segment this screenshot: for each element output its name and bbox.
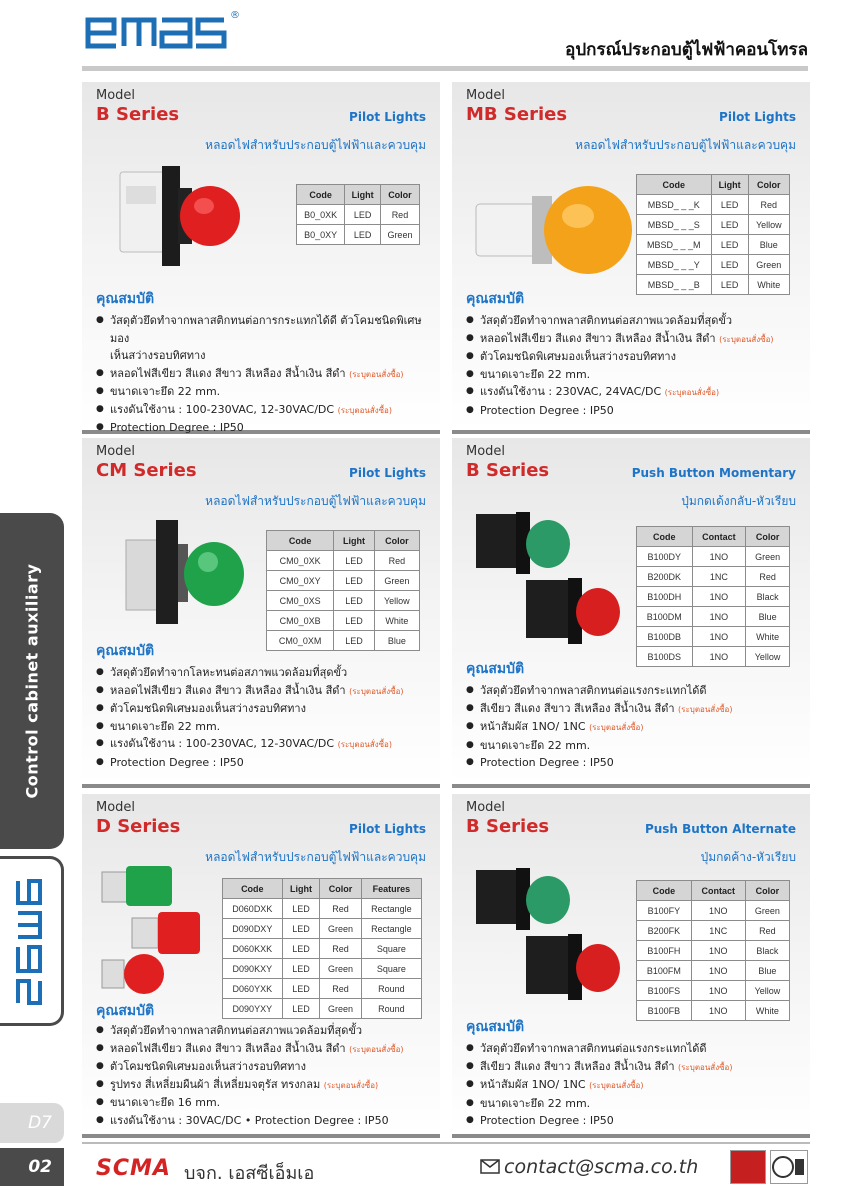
col-light: Light: [334, 531, 374, 551]
list-item: ● วัสดุตัวยึดทำจากพลาสติกทนต่อสภาพแวดล้อมที่สุดขั้ว: [96, 1022, 436, 1040]
col-color: Color: [380, 185, 419, 205]
properties-list: [466, 312, 802, 419]
pilot-light-yellow-photo: [472, 180, 642, 290]
table-row: CM0_0XM LED Blue: [267, 631, 420, 651]
list-item: ● รูปทรง สี่เหลี่ยมผืนผ้า สี่เหลี่ยมจตุรัส ทรงกลม (ระบุตอนสั่งซื้อ): [96, 1076, 436, 1095]
list-item: ● ขนาดเจาะยึด 22 mm.: [466, 1095, 802, 1113]
series-name: B Series: [466, 460, 550, 481]
footer: [82, 1144, 810, 1192]
spec-table: [636, 526, 790, 667]
table-row: B100FH 1NO Black: [637, 941, 790, 961]
series-name: B Series: [96, 104, 180, 125]
table-row: D060KXK LED Red Square: [223, 939, 422, 959]
col-code: Code: [267, 531, 334, 551]
table-row: B100DB 1NO White: [637, 627, 790, 647]
list-item: ● หลอดไฟสีเขียว สีแดง สีขาว สีเหลือง สีน้ำเงิน สีดำ (ระบุตอนสั่งซื้อ): [96, 1040, 436, 1059]
table-row: B100DM 1NO Blue: [637, 607, 790, 627]
list-item: ● วัสดุตัวยึดทำจากโลหะทนต่อสภาพแวดล้อมที่สุดขั้ว: [96, 664, 432, 682]
table-row: B0_0XY LED Green: [297, 225, 420, 245]
push-button-photo: [472, 510, 622, 650]
list-item: ● แรงดันใช้งาน : 100-230VAC, 12-30VAC/DC (ระบุตอนสั่งซื้อ): [96, 735, 432, 754]
product-subtitle: หลอดไฟสำหรับประกอบตู้ไฟฟ้าและควบคุม: [575, 138, 796, 152]
table-row: MBSD_ _ _S LED Yellow: [637, 215, 790, 235]
list-item: ● แรงดันใช้งาน : 230VAC, 24VAC/DC (ระบุตอนสั่งซื้อ): [466, 383, 802, 402]
model-label: Model: [96, 444, 136, 459]
product-type: Pilot Lights: [349, 822, 426, 836]
product-subtitle: หลอดไฟสำหรับประกอบตู้ไฟฟ้าและควบคุม: [205, 138, 426, 152]
sidebar-category: [0, 513, 64, 849]
properties-list: [96, 664, 432, 771]
list-item: ● หน้าสัมผัส 1NO/ 1NC (ระบุตอนสั่งซื้อ): [466, 1076, 802, 1095]
product-type: Push Button Alternate: [644, 822, 796, 836]
header-rule: [82, 66, 808, 71]
list-item: เห็นสว่างรอบทิศทาง: [110, 349, 206, 362]
table-row: MBSD_ _ _K LED Red: [637, 195, 790, 215]
pilot-light-red-photo: [118, 166, 248, 276]
list-item: ● ตัวโคมชนิดพิเศษมองเห็นสว่างรอบทิศทาง: [96, 700, 432, 718]
properties-heading: คุณสมบัติ: [96, 1003, 155, 1019]
properties-heading: คุณสมบัติ: [466, 1019, 525, 1035]
emas-logo: ®: [84, 16, 234, 56]
col-color: Color: [320, 879, 361, 899]
list-item: ● ขนาดเจาะยึด 22 mm.: [96, 383, 432, 401]
col-code: Code: [637, 527, 693, 547]
card-mb-series-pilot: [452, 82, 810, 434]
properties-list: [466, 1040, 802, 1130]
series-name: B Series: [466, 816, 550, 837]
table-row: MBSD_ _ _Y LED Green: [637, 255, 790, 275]
list-item: ● แรงดันใช้งาน : 100-230VAC, 12-30VAC/DC (ระบุตอนสั่งซื้อ): [96, 401, 432, 420]
card-b-series-pilot: [82, 82, 440, 434]
card-b-series-momentary: [452, 438, 810, 788]
table-row: CM0_0XK LED Red: [267, 551, 420, 571]
table-row: B100FY 1NO Green: [637, 901, 790, 921]
contact-email-text: contact@scma.co.th: [504, 1156, 699, 1178]
table-row: B200FK 1NC Red: [637, 921, 790, 941]
certification-badge: [730, 1150, 766, 1184]
col-light: Light: [345, 185, 381, 205]
col-light: Light: [282, 879, 320, 899]
properties-heading: คุณสมบัติ: [466, 661, 525, 677]
list-item: ● หลอดไฟสีเขียว สีแดง สีขาว สีเหลือง สีน้ำเงิน สีดำ (ระบุตอนสั่งซื้อ): [96, 682, 432, 701]
col-code: Code: [637, 881, 692, 901]
product-type: Pilot Lights: [719, 110, 796, 124]
series-name: D Series: [96, 816, 181, 837]
product-type: Pilot Lights: [349, 110, 426, 124]
list-item: ● ขนาดเจาะยึด 22 mm.: [466, 366, 802, 384]
list-item: ● หลอดไฟสีเขียว สีแดง สีขาว สีเหลือง สีน้ำเงิน สีดำ (ระบุตอนสั่งซื้อ): [466, 330, 802, 349]
list-item: ● แรงดันใช้งาน : 30VAC/DC • Protection Degree : IP50: [96, 1112, 436, 1130]
spec-table: [296, 184, 420, 245]
model-label: Model: [466, 88, 506, 103]
model-label: Model: [466, 444, 506, 459]
series-name: MB Series: [466, 104, 568, 125]
properties-list: [96, 312, 432, 437]
table-row: B100FM 1NO Blue: [637, 961, 790, 981]
spec-table: [636, 880, 790, 1021]
product-subtitle: ปุ่มกดเด้งกลับ-หัวเรียบ: [681, 494, 796, 508]
contact-email[interactable]: [480, 1156, 698, 1178]
table-row: MBSD_ _ _B LED White: [637, 275, 790, 295]
col-contact: Contact: [692, 527, 746, 547]
col-light: Light: [711, 175, 748, 195]
card-b-series-alternate: [452, 794, 810, 1138]
col-code: Code: [637, 175, 712, 195]
table-row: CM0_0XS LED Yellow: [267, 591, 420, 611]
list-item: ● ขนาดเจาะยึด 22 mm.: [466, 737, 802, 755]
push-button-alternate-photo: [472, 866, 622, 1006]
properties-heading: คุณสมบัติ: [96, 643, 155, 659]
sidebar-category-label: Control cabinet auxiliary: [22, 563, 42, 799]
list-item: ● ขนาดเจาะยึด 22 mm.: [96, 718, 432, 736]
col-code: Code: [297, 185, 345, 205]
col-color: Color: [745, 881, 789, 901]
list-item: ● หลอดไฟสีเขียว สีแดง สีขาว สีเหลือง สีน้ำเงิน สีดำ (ระบุตอนสั่งซื้อ): [96, 365, 432, 384]
list-item: ● Protection Degree : IP50: [96, 754, 432, 772]
table-row: D060DXK LED Red Rectangle: [223, 899, 422, 919]
list-item: ● Protection Degree : IP50: [96, 419, 432, 437]
list-item: ● ขนาดเจาะยึด 16 mm.: [96, 1094, 436, 1112]
model-label: Model: [466, 800, 506, 815]
table-row: MBSD_ _ _M LED Blue: [637, 235, 790, 255]
pilot-light-d-series-photo: [96, 860, 226, 1000]
properties-heading: คุณสมบัติ: [466, 291, 525, 307]
list-item: ● วัสดุตัวยึดทำจากพลาสติกทนต่อแรงกระแทกได้ดี: [466, 1040, 802, 1058]
list-item: ● วัสดุตัวยึดทำจากพลาสติกทนต่อสภาพแวดล้อมที่สุดขั้ว: [466, 312, 802, 330]
table-row: B0_0XK LED Red: [297, 205, 420, 225]
envelope-icon: [480, 1159, 500, 1174]
list-item: ● ตัวโคมชนิดพิเศษมองเห็นสว่างรอบทิศทาง: [466, 348, 802, 366]
list-item: ● Protection Degree : IP50: [466, 402, 802, 420]
col-features: Features: [361, 879, 421, 899]
table-row: D090DXY LED Green Rectangle: [223, 919, 422, 939]
product-type: Pilot Lights: [349, 466, 426, 480]
product-type: Push Button Momentary: [631, 466, 796, 480]
list-item: ● วัสดุตัวยึดทำจากพลาสติกทนต่อการกระแทกได้ดี ตัวโคมชนิดพิเศษมอง: [96, 312, 432, 347]
table-row: D060YXK LED Red Round: [223, 979, 422, 999]
list-item: ● หน้าสัมผัส 1NO/ 1NC (ระบุตอนสั่งซื้อ): [466, 718, 802, 737]
table-row: D090YXY LED Green Round: [223, 999, 422, 1019]
list-item: ● สีเขียว สีแดง สีขาว สีเหลือง สีน้ำเงิน สีดำ (ระบุตอนสั่งซื้อ): [466, 700, 802, 719]
sidebar-brand-logo: [0, 856, 64, 1026]
page-number: 02: [0, 1148, 64, 1186]
properties-list: [466, 682, 802, 772]
table-row: B100DH 1NO Black: [637, 587, 790, 607]
col-contact: Contact: [691, 881, 745, 901]
table-row: B200DK 1NC Red: [637, 567, 790, 587]
list-item: ● Protection Degree : IP50: [466, 1112, 802, 1130]
properties-heading: คุณสมบัติ: [96, 291, 155, 307]
section-code: D7: [0, 1103, 64, 1143]
list-item: ● ตัวโคมชนิดพิเศษมองเห็นสว่างรอบทิศทาง: [96, 1058, 436, 1076]
spec-table: [222, 878, 422, 1019]
series-name: CM Series: [96, 460, 197, 481]
table-row: B100FS 1NO Yellow: [637, 981, 790, 1001]
list-item: ● สีเขียว สีแดง สีขาว สีเหลือง สีน้ำเงิน สีดำ (ระบุตอนสั่งซื้อ): [466, 1058, 802, 1077]
table-row: D090KXY LED Green Square: [223, 959, 422, 979]
table-row: B100DS 1NO Yellow: [637, 647, 790, 667]
company-name: บจก. เอสซีเอ็มเอ: [184, 1163, 315, 1184]
col-code: Code: [223, 879, 283, 899]
table-row: CM0_0XY LED Green: [267, 571, 420, 591]
col-color: Color: [748, 175, 789, 195]
product-subtitle: หลอดไฟสำหรับประกอบตู้ไฟฟ้าและควบคุม: [205, 494, 426, 508]
spec-table: [636, 174, 790, 295]
col-color: Color: [746, 527, 790, 547]
spec-table: [266, 530, 420, 651]
model-label: Model: [96, 800, 136, 815]
table-row: B100DY 1NO Green: [637, 547, 790, 567]
card-d-series-pilot: [82, 794, 440, 1138]
product-subtitle: ปุ่มกดค้าง-หัวเรียบ: [700, 850, 796, 864]
table-row: B100FB 1NO White: [637, 1001, 790, 1021]
col-color: Color: [374, 531, 419, 551]
product-subtitle: หลอดไฟสำหรับประกอบตู้ไฟฟ้าและควบคุม: [205, 850, 426, 864]
certification-seal: [770, 1150, 808, 1184]
list-item: ● วัสดุตัวยึดทำจากพลาสติกทนต่อแรงกระแทกได้ดี: [466, 682, 802, 700]
properties-list: [96, 1022, 436, 1129]
header-title: อุปกรณ์ประกอบตู้ไฟฟ้าคอนโทรล: [565, 40, 808, 60]
pilot-light-green-photo: [122, 520, 252, 640]
model-label: Model: [96, 88, 136, 103]
card-cm-series-pilot: [82, 438, 440, 788]
scma-logo: SCMA: [96, 1156, 171, 1181]
list-item: ● Protection Degree : IP50: [466, 754, 802, 772]
table-row: CM0_0XB LED White: [267, 611, 420, 631]
